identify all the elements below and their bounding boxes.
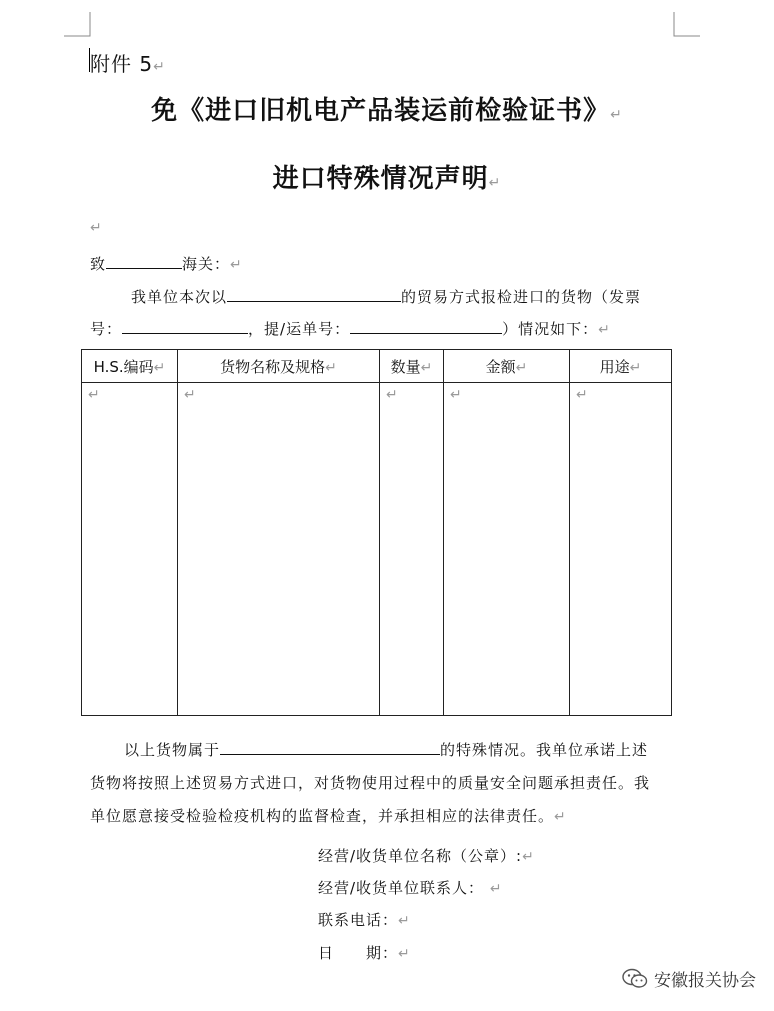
to-prefix: 致: [90, 255, 107, 273]
para1-text-e: ）情况如下：: [502, 320, 599, 338]
header-goods-name: 货物名称及规格↵: [178, 350, 380, 383]
para2-line2: [90, 772, 650, 793]
para2-text-b: 的特殊情况。我单位承诺上述: [440, 741, 649, 759]
signature-phone: 联系电话：↵: [318, 911, 411, 929]
para1-text-b: 的贸易方式报检进口的货物（发票: [401, 288, 642, 306]
document-title: [0, 90, 774, 127]
para2-text-d: 单位愿意接受检验检疫机构的监督检查，并承担相应的法律责任。: [90, 807, 555, 825]
header-usage: 用途↵: [570, 350, 672, 383]
signature-company-name: 经营/收货单位名称（公章）:↵: [318, 847, 535, 865]
wechat-icon: [622, 968, 648, 990]
to-suffix: 海关：: [182, 255, 231, 273]
corner-mark-top-left: [64, 12, 94, 38]
para2-text-c: 货物将按照上述贸易方式进口，对货物使用过程中的质量安全问题承担责任。我: [90, 774, 651, 792]
signature-date: 日 期：↵: [318, 944, 411, 962]
return-mark-icon: ↵: [153, 59, 166, 75]
cell-quantity[interactable]: ↵: [380, 383, 444, 716]
table-header-row: [82, 350, 672, 383]
header-amount: 金额↵: [444, 350, 570, 383]
corner-mark-top-right: [672, 12, 702, 38]
customs-name-blank[interactable]: [106, 254, 182, 269]
return-mark-icon: ↵: [398, 946, 411, 962]
return-mark-icon: ↵: [488, 175, 502, 191]
title-line-1: 免《进口旧机电产品装运前检验证书》: [151, 96, 611, 126]
cell-hs-code[interactable]: ↵: [82, 383, 178, 716]
trade-mode-blank[interactable]: [227, 287, 401, 302]
return-mark-icon: ↵: [610, 107, 623, 123]
attachment-label-text: 附件 5: [90, 52, 154, 76]
invoice-number-blank[interactable]: [122, 319, 248, 334]
cell-usage[interactable]: ↵: [570, 383, 672, 716]
para1-line1: [131, 286, 641, 307]
goods-table: [81, 349, 672, 716]
signature-contact-person: 经营/收货单位联系人： ↵: [318, 879, 503, 897]
bill-of-lading-blank[interactable]: [350, 319, 502, 334]
watermark: [622, 966, 756, 991]
return-mark-icon: ↵: [90, 220, 103, 236]
return-mark-icon: ↵: [522, 849, 535, 865]
table-row: [82, 383, 672, 716]
para2-line3: [90, 805, 567, 826]
return-mark-icon: ↵: [554, 809, 567, 825]
cell-goods-name[interactable]: ↵: [178, 383, 380, 716]
empty-paragraph: [90, 218, 103, 236]
para2-line1: [124, 739, 648, 760]
para1-line2: [90, 318, 611, 339]
return-mark-icon: ↵: [230, 257, 243, 273]
title-line-2: 进口特殊情况声明: [272, 164, 489, 194]
return-mark-icon: ↵: [598, 322, 611, 338]
document-subtitle: [0, 158, 774, 195]
cell-amount[interactable]: ↵: [444, 383, 570, 716]
return-mark-icon: ↵: [398, 913, 411, 929]
watermark-text: 安徽报关协会: [654, 971, 756, 991]
return-mark-icon: ↵: [489, 881, 503, 897]
para2-text-a: 以上货物属于: [124, 741, 221, 759]
header-hs-code: H.S.编码↵: [82, 350, 178, 383]
special-case-blank[interactable]: [220, 740, 440, 755]
addressee-line: [90, 253, 243, 274]
attachment-label: [90, 48, 166, 77]
para1-text-d: ，提/运单号：: [248, 320, 351, 338]
para1-text-c: 号：: [90, 320, 123, 338]
para1-text-a: 我单位本次以: [131, 288, 228, 306]
header-quantity: 数量↵: [380, 350, 444, 383]
